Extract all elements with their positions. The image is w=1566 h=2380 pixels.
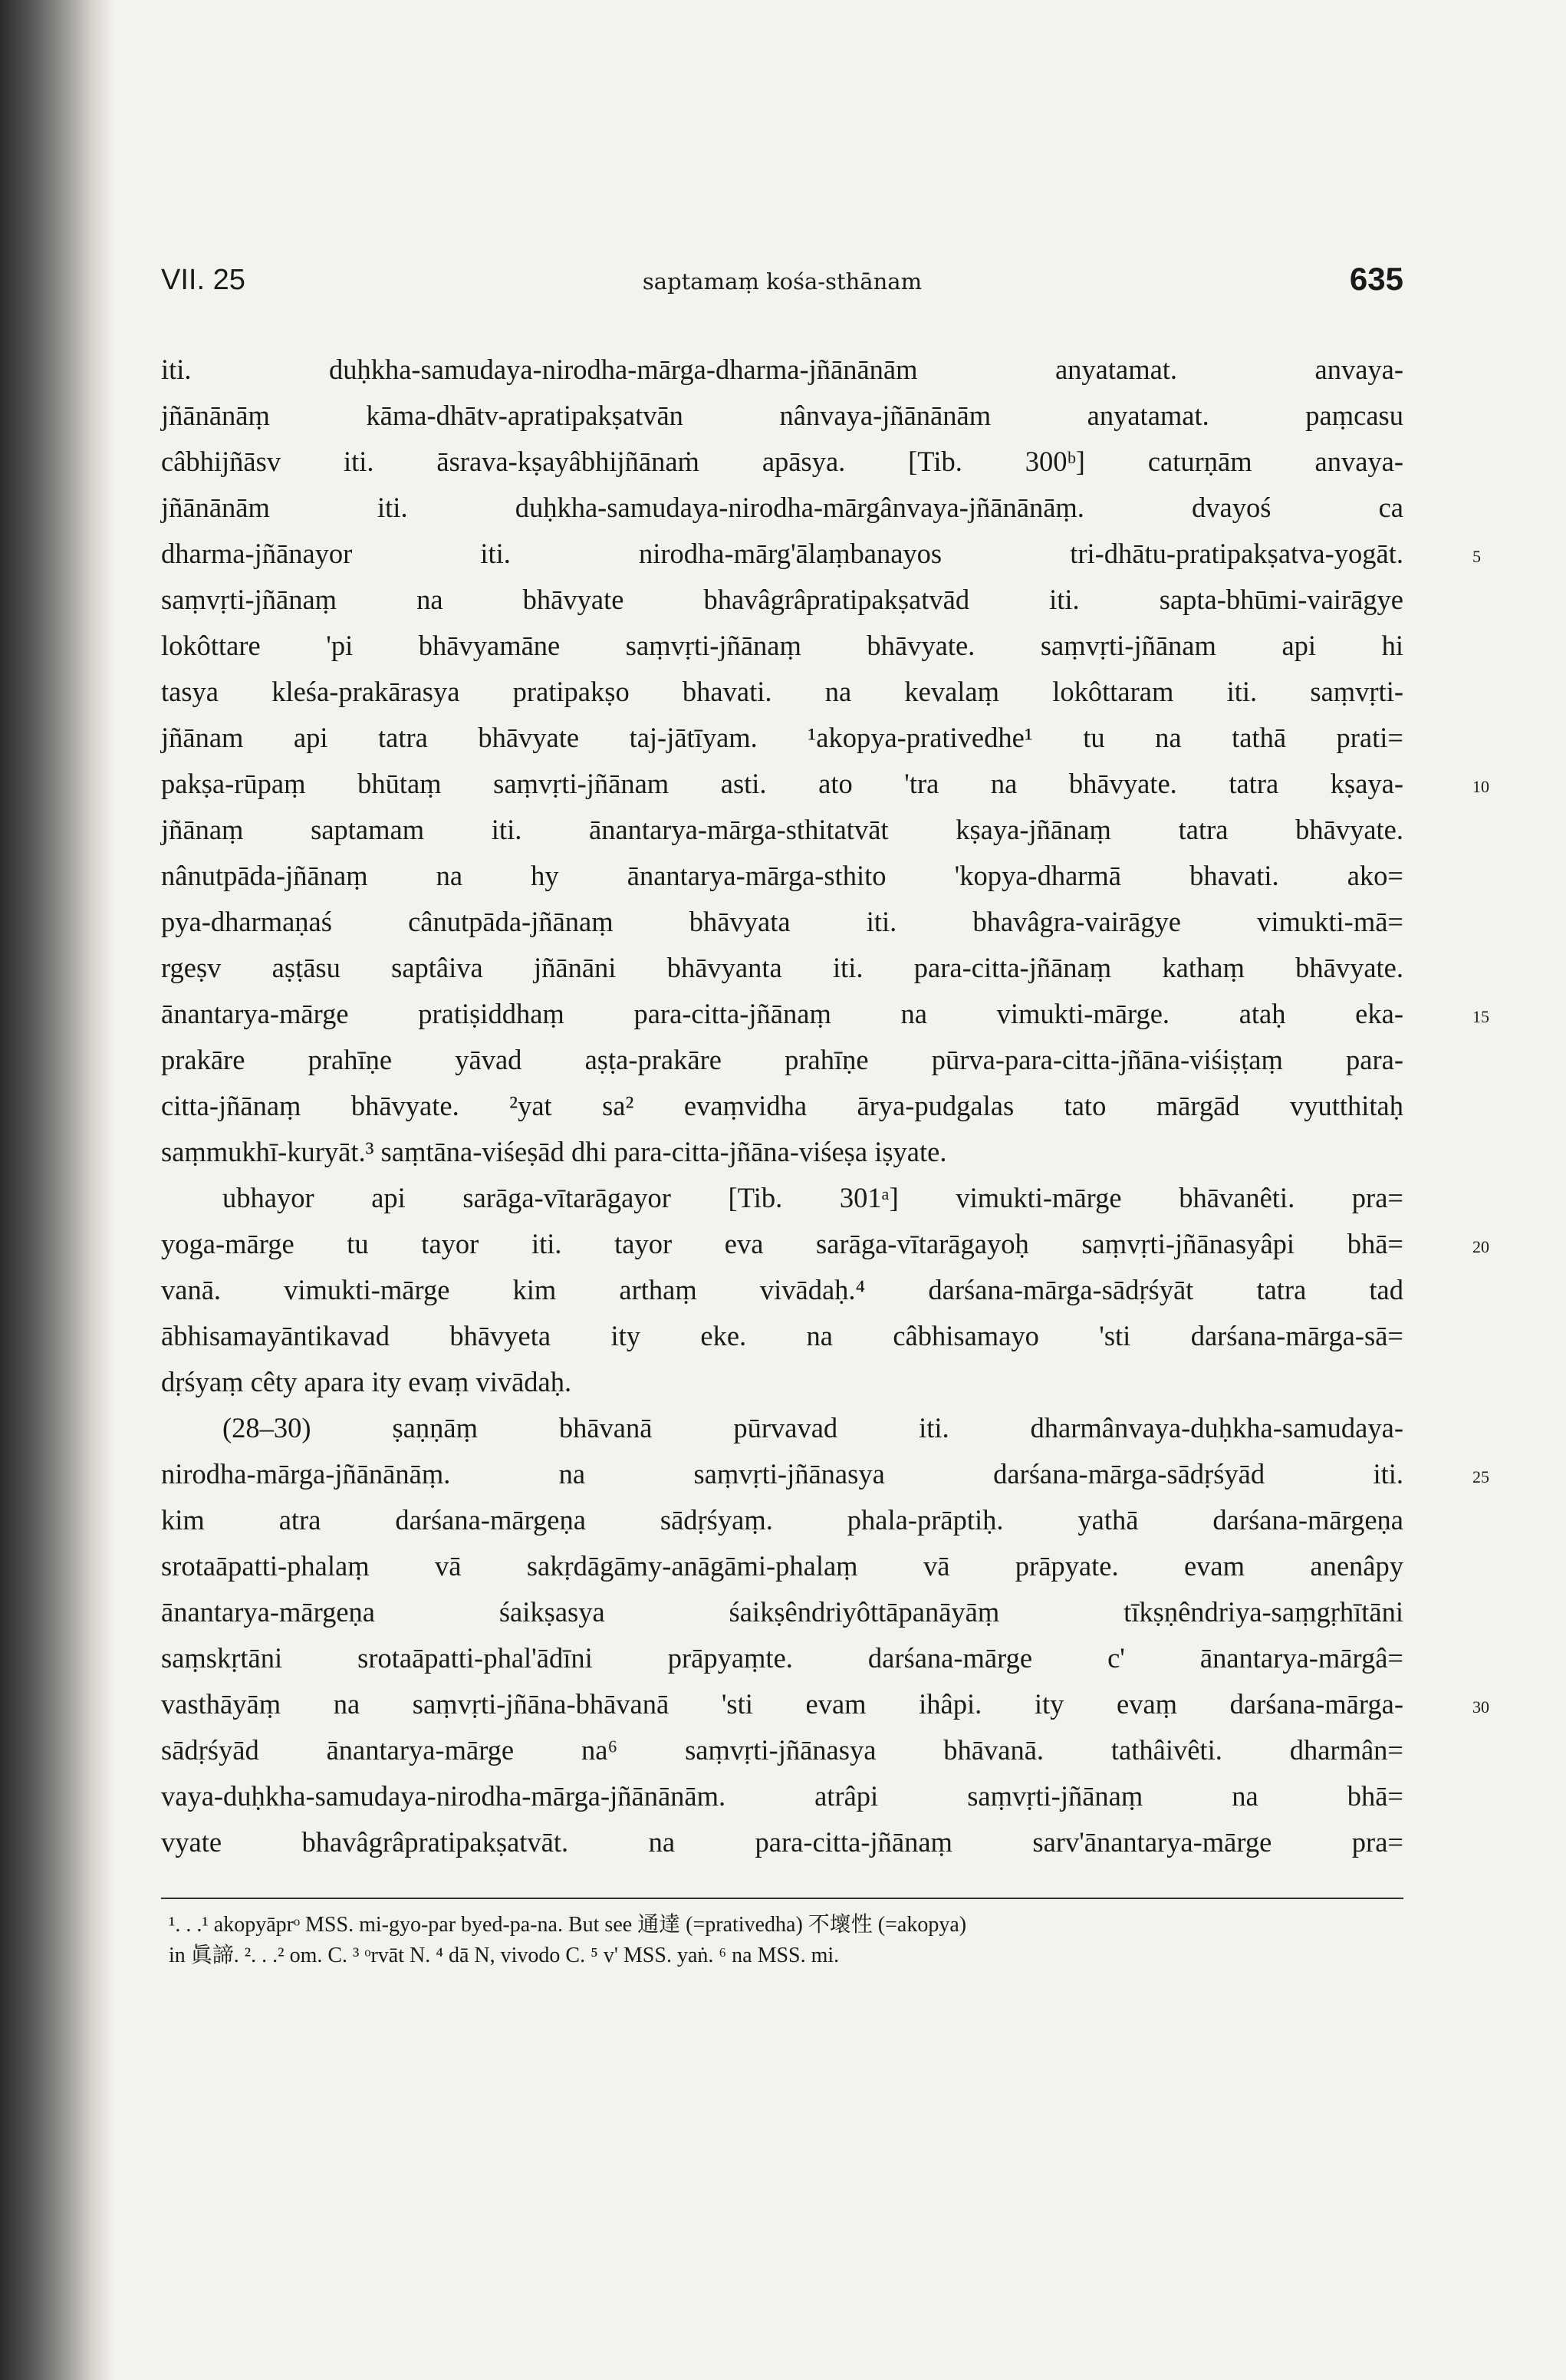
- line-number: 15: [1472, 1007, 1489, 1026]
- line-number: 10: [1472, 777, 1489, 796]
- text-line: [161, 1497, 1403, 1543]
- text-line: [161, 1313, 1403, 1359]
- text-line: [161, 1405, 1403, 1451]
- line-text: nirodha-mārga-jñānānāṃ. na saṃvṛti-jñānasya darśana-mārga-sādṛśyād iti.: [161, 1458, 1403, 1490]
- page-number: 635: [1349, 261, 1403, 297]
- line-text: citta-jñānaṃ bhāvyate. ²yat sa² evaṃvidha ārya-pudgalas tato mārgād vyutthitaḥ: [161, 1090, 1403, 1121]
- line-text: prakāre prahīṇe yāvad aṣṭa-prakāre prahīṇe pūrva-para-citta-jñāna-viśiṣṭaṃ para-: [161, 1044, 1403, 1075]
- text-line: [161, 1589, 1403, 1635]
- text-line: [161, 715, 1403, 761]
- footnotes: [161, 1910, 1403, 1971]
- text-line: [161, 1129, 1403, 1175]
- text-line: [161, 945, 1403, 991]
- text-line: [161, 853, 1403, 899]
- text-line: [161, 761, 1489, 807]
- line-text: ubhayor api sarāga-vītarāgayor [Tib. 301ᵃ] vimukti-mārge bhāvanêti. pra=: [222, 1182, 1403, 1213]
- body-text: [161, 347, 1489, 1865]
- line-text: saṃvṛti-jñānaṃ na bhāvyate bhavâgrâpratipakṣatvād iti. sapta-bhūmi-vairāgye: [161, 584, 1403, 615]
- line-text: dharma-jñānayor iti. nirodha-mārg'ālaṃbanayos tri-dhātu-pratipakṣatva-yogāt.: [161, 538, 1403, 569]
- line-number: 30: [1472, 1697, 1489, 1717]
- text-line: [161, 807, 1403, 853]
- line-number: 25: [1472, 1467, 1489, 1486]
- line-text: kim atra darśana-mārgeṇa sādṛśyaṃ. phala-prāptiḥ. yathā darśana-mārgeṇa: [161, 1504, 1403, 1536]
- footnote-line: ¹. . .¹ akopyāprᵒ MSS. mi-gyo-par byed-pa-na. But see 通達 (=prativedha) 不壞性 (=akopya): [169, 1913, 967, 1937]
- line-text: srotaāpatti-phalaṃ vā sakṛdāgāmy-anāgāmi-phalaṃ vā prāpyate. evam anenâpy: [161, 1550, 1403, 1582]
- text-line: [161, 1727, 1403, 1773]
- line-text: pya-dharmaṇaś cânutpāda-jñānaṃ bhāvyata iti. bhavâgra-vairāgye vimukti-mā=: [161, 906, 1403, 937]
- line-text: lokôttare 'pi bhāvyamāne saṃvṛti-jñānaṃ bhāvyate. saṃvṛti-jñānam api hi: [161, 630, 1403, 661]
- text-line: [161, 531, 1481, 577]
- line-text: iti. duḥkha-samudaya-nirodha-mārga-dharma-jñānānām anyatamat. anvaya-: [161, 354, 1403, 385]
- line-text: vanā. vimukti-mārge kim arthaṃ vivādaḥ.⁴ darśana-mārga-sādṛśyāt tatra tad: [161, 1274, 1403, 1305]
- line-text: jñānaṃ saptamam iti. ānantarya-mārga-sthitatvāt kṣaya-jñānaṃ tatra bhāvyate.: [161, 814, 1403, 845]
- text-line: [161, 1221, 1489, 1267]
- line-text: rgeṣv aṣṭāsu saptâiva jñānāni bhāvyanta iti. para-citta-jñānaṃ kathaṃ bhāvyate.: [161, 952, 1403, 983]
- text-line: [161, 1451, 1489, 1497]
- page-title: saptamaṃ kośa-sthānam: [642, 268, 923, 295]
- line-text: ābhisamayāntikavad bhāvyeta ity eke. na câbhisamayo 'sti darśana-mārga-sā=: [161, 1320, 1403, 1351]
- text-line: [161, 485, 1403, 531]
- text-line: [161, 393, 1403, 439]
- text-line: [161, 1773, 1403, 1819]
- line-text: sādṛśyād ānantarya-mārge na⁶ saṃvṛti-jñānasya bhāvanā. tathâivêti. dharmân=: [161, 1734, 1403, 1766]
- page: [161, 261, 1489, 1971]
- text-line: [161, 669, 1403, 715]
- line-text: vasthāyāṃ na saṃvṛti-jñāna-bhāvanā 'sti evam ihâpi. ity evaṃ darśana-mārga-: [161, 1688, 1403, 1720]
- line-text: yoga-mārge tu tayor iti. tayor eva sarāga-vītarāgayoḥ saṃvṛti-jñānasyâpi bhā=: [161, 1228, 1403, 1259]
- text-line: [161, 1359, 1403, 1405]
- binding-shadow: [0, 0, 115, 2380]
- line-text: dṛśyaṃ cêty apara ity evaṃ vivādaḥ.: [161, 1366, 572, 1397]
- line-text: pakṣa-rūpaṃ bhūtaṃ saṃvṛti-jñānam asti. ato 'tra na bhāvyate. tatra kṣaya-: [161, 768, 1403, 799]
- text-line: [161, 623, 1403, 669]
- text-line: [161, 439, 1403, 485]
- text-line: [161, 1037, 1403, 1083]
- line-text: nânutpāda-jñānaṃ na hy ānantarya-mārga-sthito 'kopya-dharmā bhavati. ako=: [161, 860, 1403, 891]
- line-text: câbhijñāsv iti. āsrava-kṣayâbhijñānaṁ apāsya. [Tib. 300ᵇ] caturṇām anvaya-: [161, 446, 1403, 477]
- text-line: [161, 347, 1403, 393]
- line-text: ānantarya-mārge pratiṣiddhaṃ para-citta-jñānaṃ na vimukti-mārge. ataḥ eka-: [161, 998, 1403, 1029]
- line-text: saṃskṛtāni srotaāpatti-phal'ādīni prāpyaṃte. darśana-mārge c' ānantarya-mārgâ=: [161, 1642, 1403, 1674]
- line-number: 20: [1472, 1237, 1489, 1256]
- text-line: [161, 1083, 1403, 1129]
- text-line: [161, 1681, 1489, 1727]
- text-line: [161, 1175, 1403, 1221]
- line-text: tasya kleśa-prakārasya pratipakṣo bhavati. na kevalaṃ lokôttaram iti. saṃvṛti-: [161, 676, 1403, 707]
- section-number: VII. 25: [161, 264, 245, 296]
- text-line: [161, 1267, 1403, 1313]
- text-line: [161, 991, 1489, 1037]
- line-text: jñānam api tatra bhāvyate taj-jātīyam. ¹akopya-prativedhe¹ tu na tathā prati=: [161, 722, 1403, 753]
- text-line: [161, 1543, 1403, 1589]
- text-line: [161, 899, 1403, 945]
- line-text: vyate bhavâgrâpratipakṣatvāt. na para-citta-jñānaṃ sarv'ānantarya-mārge pra=: [161, 1826, 1403, 1858]
- line-text: jñānānām iti. duḥkha-samudaya-nirodha-mārgânvaya-jñānānāṃ. dvayoś ca: [161, 492, 1403, 523]
- line-text: (28–30) ṣaṇṇāṃ bhāvanā pūrvavad iti. dharmânvaya-duḥkha-samudaya-: [222, 1412, 1403, 1443]
- text-line: [161, 1635, 1403, 1681]
- line-text: jñānānāṃ kāma-dhātv-apratipakṣatvān nânvaya-jñānānām anyatamat. paṃcasu: [161, 400, 1403, 431]
- footnote-rule: [161, 1898, 1403, 1899]
- text-line: [161, 577, 1403, 623]
- line-text: saṃmukhī-kuryāt.³ saṃtāna-viśeṣād dhi para-citta-jñāna-viśeṣa iṣyate.: [161, 1136, 947, 1167]
- text-line: [161, 1819, 1403, 1865]
- line-text: ānantarya-mārgeṇa śaikṣasya śaikṣêndriyôttāpanāyāṃ tīkṣṇêndriya-saṃgṛhītāni: [161, 1596, 1403, 1628]
- running-head: [161, 261, 1403, 307]
- line-number: 5: [1472, 547, 1481, 566]
- line-text: vaya-duḥkha-samudaya-nirodha-mārga-jñānānām. atrâpi saṃvṛti-jñānaṃ na bhā=: [161, 1780, 1403, 1812]
- footnote-line: in 眞諦. ². . .² om. C. ³ ᵒrvāt N. ⁴ dā N, vivodo C. ⁵ v' MSS. yaṅ. ⁶ na MSS. mi.: [169, 1944, 840, 1967]
